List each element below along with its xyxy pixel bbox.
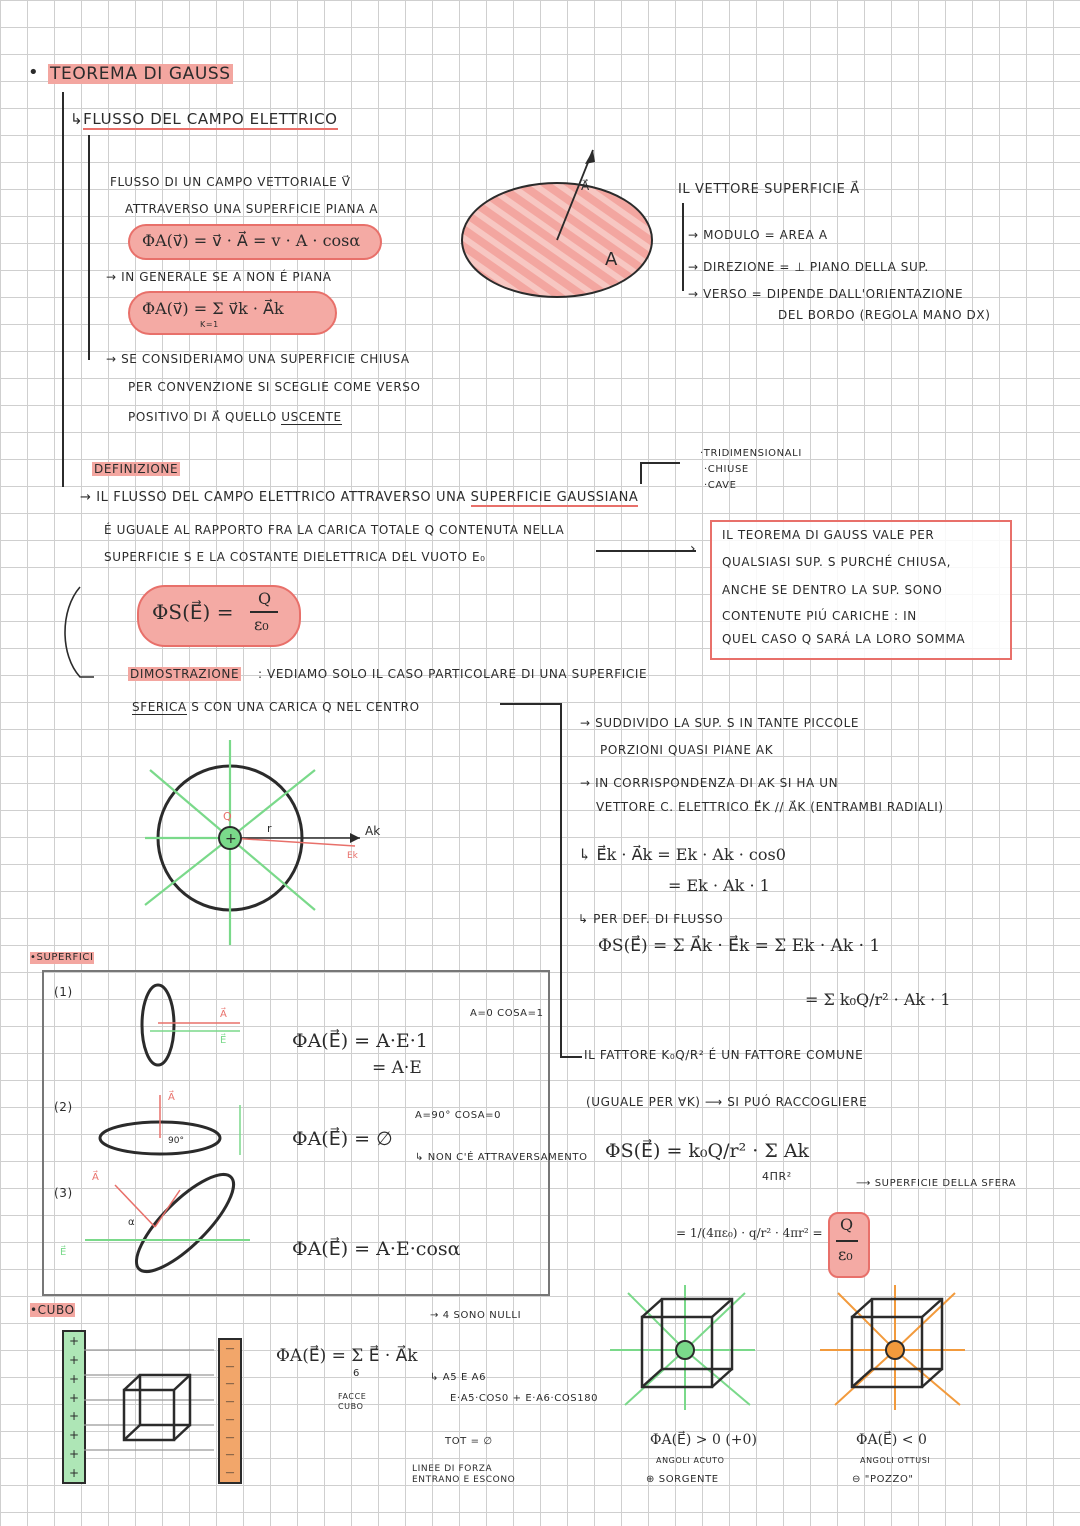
demo-label: DIMOSTRAZIONE (130, 667, 240, 681)
case1-formula-b: = A·E (372, 1058, 422, 1078)
step6: ΦS(E⃗) = k₀Q/r² · Σ Ak (605, 1140, 810, 1162)
general-case-text: → IN GENERALE SE A NON É PIANA (106, 270, 332, 284)
sink-note: ANGOLI OTTUSI (860, 1456, 931, 1465)
ak-label: Ak (365, 824, 381, 838)
definition-label: DEFINIZIONE (94, 462, 179, 476)
closed-surface-line3: POSITIVO DI A⃗ QUELLO USCENTE (128, 410, 342, 424)
result-den: ε₀ (838, 1245, 853, 1264)
surface-ellipse-diagram (455, 150, 655, 310)
flux-formula-2: ΦA(v⃗) = Σ v⃗k · A⃗k (142, 299, 284, 318)
note-line-3: ANCHE SE DENTRO LA SUP. SONO (722, 583, 943, 597)
step5a: IL FATTORE K₀Q/R² É UN FATTORE COMUNE (584, 1048, 864, 1062)
cube-formula: ΦA(E⃗) = Σ E⃗ · A⃗k (276, 1346, 418, 1366)
step6-note: 4ΠR² (762, 1170, 792, 1183)
cube-in-field-diagram (84, 1335, 218, 1475)
title-bullet: • (28, 62, 40, 83)
surface-vector-verso1: → VERSO = DIPENDE DALL'ORIENTAZIONE (688, 287, 964, 301)
sink-formula: ΦA(E⃗) < 0 (856, 1432, 927, 1448)
source-note: ANGOLI ACUTO (656, 1456, 725, 1465)
surface-cases-diagram (60, 975, 260, 1280)
flux-heading: ↳FLUSSO DEL CAMPO ELETTRICO (70, 110, 338, 128)
vector-flux-line2: ATTRAVERSO UNA SUPERFICIE PIANA A (125, 202, 379, 216)
step4b: ΦS(E⃗) = Σ A⃗k · E⃗k = Σ Ek · Ak · 1 (598, 936, 881, 956)
cube-label: •CUBO (30, 1303, 75, 1317)
area-vector-head (585, 150, 595, 164)
note-line-4: CONTENUTE PIÚ CARICHE : IN (722, 609, 917, 623)
source-charge (676, 1341, 694, 1359)
surface-vector-title: IL VETTORE SUPERFICIE A⃗ (678, 182, 860, 197)
step6-arrow-note: ⟶ SUPERFICIE DELLA SFERA (856, 1178, 1017, 1189)
radius-label: r (267, 822, 272, 835)
gauss-formula-lhs: ΦS(E⃗) = (152, 600, 234, 624)
ellipse-area-label: A (605, 249, 618, 270)
closed-surface-line2: PER CONVENZIONE SI SCEGLIE COME VERSO (128, 380, 421, 394)
source-label: ⊕ SORGENTE (646, 1474, 719, 1485)
note-line-5: QUEL CASO Q SARÁ LA LORO SOMMA (722, 632, 966, 646)
source-formula: ΦA(E⃗) > 0 (+0) (650, 1432, 757, 1448)
step2b: VETTORE C. ELETTRICO E⃗K // A⃗K (ENTRAMBI RADIALI) (596, 800, 944, 814)
step3a: ↳ E⃗k · A⃗k = Ek · Ak · cos0 (578, 845, 786, 864)
sphere-diagram (145, 740, 395, 950)
cube-wireframe (124, 1375, 190, 1440)
sum-index: K=1 (200, 320, 219, 329)
step2a: → IN CORRISPONDENZA DI AK SI HA UN (580, 776, 839, 790)
step1b: PORZIONI QUASI PIANE AK (600, 743, 774, 757)
case2-note2: ↳ NON C'É ATTRAVERSAMENTO (415, 1152, 588, 1163)
step1a: → SUDDIVIDO LA SUP. S IN TANTE PICCOLE (580, 716, 860, 730)
gaussian-prop-3: ·CAVE (704, 480, 737, 491)
sink-label: ⊖ "POZZO" (852, 1474, 914, 1485)
demo-line1: : VEDIAMO SOLO IL CASO PARTICOLARE DI UNA SUPERFICIE (258, 667, 648, 681)
sink-cube-diagram (820, 1285, 970, 1410)
step4c: = Σ k₀Q/r² · Ak · 1 (805, 990, 951, 1009)
ek-label: Ek (347, 851, 358, 861)
sink-charge (886, 1341, 904, 1359)
cube-note5: LINEE DI FORZA ENTRANO E ESCONO (412, 1464, 516, 1485)
gauss-formula-den: ε₀ (254, 615, 269, 634)
definition-line3: SUPERFICIE S E LA COSTANTE DIELETTRICA DEL VUOTO Ε₀ (104, 550, 486, 564)
definition-line2: É UGUALE AL RAPPORTO FRA LA CARICA TOTALE Q CONTENUTA NELLA (104, 523, 565, 537)
definition-line1: → IL FLUSSO DEL CAMPO ELETTRICO ATTRAVERSO UNA SUPERFICIE GAUSSIANA (80, 490, 639, 505)
cube-note1: → 4 SONO NULLI (430, 1310, 522, 1321)
page-title: TEOREMA DI GAUSS (50, 64, 231, 84)
step5b: (UGUALE PER ∀K) ⟶ SI PUÓ RACCOGLIERE (586, 1095, 868, 1109)
flux-formula-1: ΦA(v⃗) = v⃗ · A⃗ = v · A · cosα (142, 231, 361, 250)
case3-formula: ΦA(E⃗) = A·E·cosα (292, 1238, 461, 1260)
step3b: = Ek · Ak · 1 (668, 876, 770, 895)
svg-text:A⃗: A⃗ (168, 1092, 175, 1103)
positive-plate: + + + + + + + + (62, 1330, 86, 1484)
arrow-to-note: › (690, 541, 697, 557)
case2-note: Α=90° COSΑ=0 (415, 1110, 502, 1121)
case1-formula: ΦA(E⃗) = A·E·1 (292, 1030, 428, 1052)
field-element-vector (230, 838, 355, 846)
surface-vector-verso2: DEL BORDO (REGOLA MANO DX) (778, 308, 991, 322)
source-cube-diagram (610, 1285, 760, 1410)
case3-surface (123, 1161, 246, 1284)
case1-note: Α=0 COSΑ=1 (470, 1008, 544, 1019)
gaussian-prop-1: ·TRIDIMENSIONALI (700, 448, 802, 459)
result-num: Q (840, 1215, 854, 1234)
demo-line2: SFERICA S CON UNA CARICA Q NEL CENTRO (132, 700, 420, 714)
surface-vector-direzione: → DIREZIONE = ⊥ PIANO DELLA SUP. (688, 260, 929, 274)
ellipse-vector-label: A⃗ (581, 179, 590, 193)
case1-surface (142, 985, 174, 1065)
charge-label: Q (223, 810, 232, 823)
svg-text:α: α (128, 1217, 135, 1228)
cube-faces-note: FACCE CUBO (338, 1392, 367, 1411)
svg-text:+: + (225, 831, 237, 847)
case-2-number: (2) (54, 1100, 73, 1114)
surface-vector-modulo: → MODULO = AREA A (688, 228, 828, 242)
gauss-formula-num: Q (258, 589, 272, 608)
cube-note2: ↳ A5 E A6 (430, 1372, 487, 1383)
closed-surface-line1: → SE CONSIDERIAMO UNA SUPERFICIE CHIUSA (106, 352, 410, 366)
svg-text:A⃗: A⃗ (220, 1009, 227, 1020)
cube-note4: TOT = ∅ (445, 1436, 493, 1447)
svg-text:A⃗: A⃗ (92, 1172, 99, 1183)
case2-formula: ΦA(E⃗) = ∅ (292, 1128, 393, 1150)
step7: = 1/(4πε₀) · q/r² · 4πr² = (676, 1226, 823, 1240)
note-line-2: QUALSIASI SUP. S PURCHÉ CHIUSA, (722, 555, 952, 569)
case-3-number: (3) (54, 1186, 73, 1200)
case-1-number: (1) (54, 985, 73, 999)
svg-text:E⃗: E⃗ (220, 1035, 227, 1046)
cube-note3: E·A5·COS0 + E·A6·COS180 (450, 1393, 599, 1404)
negative-plate: — — — — — — — — (218, 1338, 242, 1484)
svg-text:90°: 90° (168, 1136, 184, 1146)
step4a: ↳ PER DEF. DI FLUSSO (578, 912, 724, 926)
vector-flux-line1: FLUSSO DI UN CAMPO VETTORIALE V⃗ (110, 175, 351, 189)
note-line-1: IL TEOREMA DI GAUSS VALE PER (722, 528, 935, 542)
cube-sum-top: 6 (353, 1368, 360, 1379)
svg-text:E⃗: E⃗ (60, 1247, 67, 1258)
definition-bracket (58, 585, 108, 680)
surfaces-label: •SUPERFICI (30, 952, 94, 963)
gaussian-prop-2: ·CHIUSE (704, 464, 749, 475)
